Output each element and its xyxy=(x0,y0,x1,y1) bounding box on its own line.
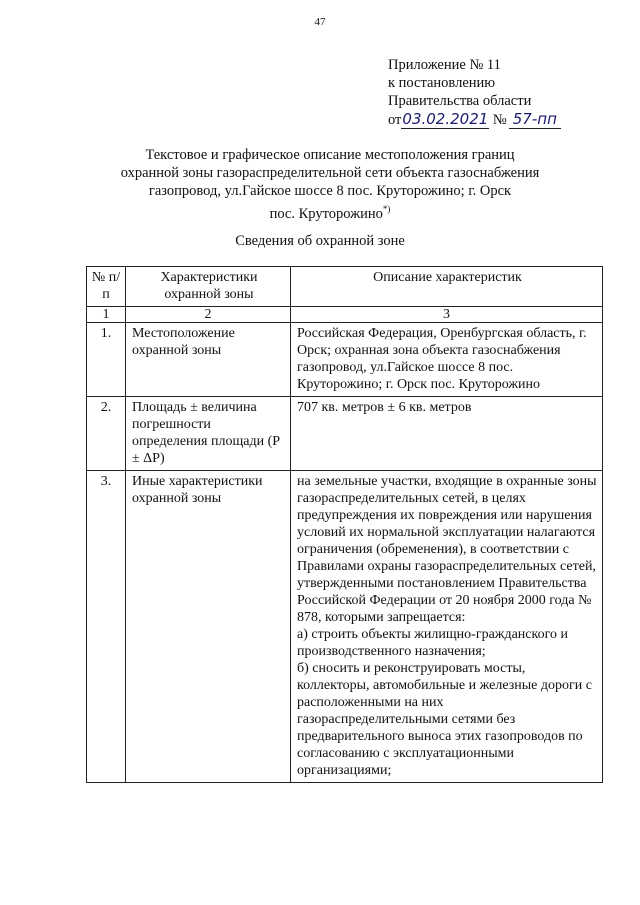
header-description: Описание характеристик xyxy=(291,267,603,307)
row-num: 3. xyxy=(87,471,126,783)
table-row xyxy=(87,471,603,783)
date-prefix: от xyxy=(388,112,402,128)
row-num: 2. xyxy=(87,397,126,471)
number-prefix: № xyxy=(492,112,507,128)
table-row xyxy=(87,323,603,397)
restriction-item-a: а) строить объекты жилищно-гражданского и производственного назначения; xyxy=(297,627,568,659)
footnote-mark: *) xyxy=(382,204,391,214)
row-description: Российская Федерация, Оренбургская область, г. Орск; охранная зона объекта газоснабжения газопровод, ул.Гайское шоссе 8 пос. Круторожино; г. Орск пос. Круторожино xyxy=(291,323,603,397)
header-characteristics: Характеристики охранной зоны xyxy=(126,267,291,307)
col-number-2: 2 xyxy=(126,307,291,323)
title-line2: охранной зоны газораспределительной сети объекта газоснабжения xyxy=(120,165,540,181)
restriction-item-b: б) сносить и реконструировать мосты, коллекторы, автомобильные и железные дороги с расположенными на них газораспределительными сетями без предварительного выноса этих газопроводов по согласованию с эксплуатационными организациями; xyxy=(297,661,592,778)
page-number: 47 xyxy=(314,16,326,28)
appendix-line1: Приложение № 11 xyxy=(388,57,501,73)
title-line4 xyxy=(100,200,560,223)
col-number-3: 3 xyxy=(291,307,603,323)
title-line1: Текстовое и графическое описание местоположения границ xyxy=(145,147,515,163)
row-characteristic: Местоположение охранной зоны xyxy=(126,323,291,397)
appendix-line2: к постановлению xyxy=(388,75,496,91)
title-line4-text: пос. Круторожино xyxy=(269,205,383,222)
appendix-block xyxy=(388,56,561,129)
appendix-line3: Правительства области xyxy=(388,93,532,109)
row-description: на земельные участки, входящие в охранные зоны газораспределительных сетей, в целях предупреждения их повреждения или нарушения условий их нормальной эксплуатации налагаются ограничения (обременения), в соответствии с Правилами охраны газораспределительных сетей, утвержденными постановлением Правительства Российской Федерации от 20 ноября 2000 года № 878, которыми запрещается: xyxy=(297,474,597,625)
title-line3: газопровод, ул.Гайское шоссе 8 пос. Круторожино; г. Орск xyxy=(148,183,512,199)
section-subtitle: Сведения об охранной зоне xyxy=(235,233,405,249)
row-characteristic: Иные характеристики охранной зоны xyxy=(126,471,291,783)
column-number-row xyxy=(87,307,603,323)
appendix-date-line xyxy=(388,110,561,129)
row-characteristic: Площадь ± величина погрешности определения площади (P ± ΔP) xyxy=(126,397,291,471)
handwritten-number: 57-пп xyxy=(509,110,561,129)
handwritten-date: 03.02.2021 xyxy=(402,110,489,128)
protection-zone-table xyxy=(86,266,603,783)
col-number-1: 1 xyxy=(87,307,126,323)
table-header-row xyxy=(87,267,603,307)
document-title xyxy=(100,146,560,223)
row-description: 707 кв. метров ± 6 кв. метров xyxy=(291,397,603,471)
row-description-cell xyxy=(291,471,603,783)
row-num: 1. xyxy=(87,323,126,397)
table-row xyxy=(87,397,603,471)
header-num: № п/п xyxy=(87,267,126,307)
